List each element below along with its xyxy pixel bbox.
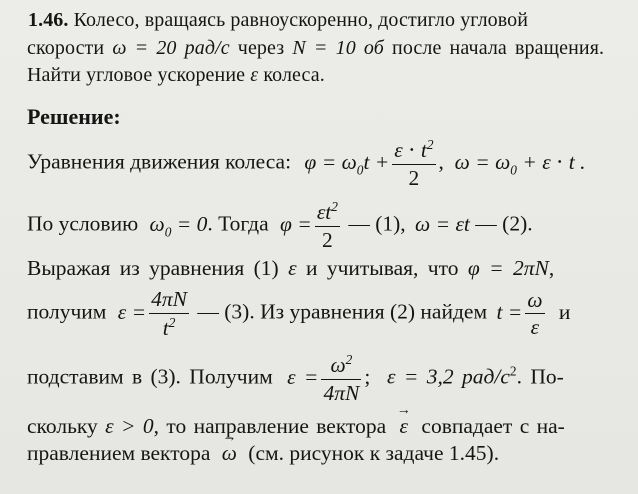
solution-line-expressing: Выражая из уравнения (1) ε и учитывая, что φ = 2πN, [27, 256, 555, 280]
omega-given: ω = 20 рад/с [112, 37, 230, 59]
problem-line-3: Найти угловое ускорение ε колеса. [27, 64, 325, 86]
fraction-omega-over-eps: $\frac{\omega}{\varepsilon}$ [527, 287, 543, 340]
solution-line-equations: Уравнения движения колеса: $\varphi = \omega_0t$ + $\frac{\varepsilon \cdot t^2}{2}$ , $\omega = \omega_0 + \varepsilon \cdot t$ . [27, 137, 586, 190]
fraction-omega2-over-4piN: $\frac{\omega^2}{4\pi N}$ [323, 352, 360, 405]
problem-text-1: Колесо, вращаясь равноускоренно, достигло угловой [73, 9, 529, 31]
problem-number: 1.46. [28, 9, 69, 31]
solution-line-since: скольку ε > 0, то направление вектора → ε совпадает с на- [27, 414, 565, 439]
fraction-4piN-over-t2: $\frac{4\pi N}{t^2}$ [151, 287, 187, 340]
problem-line-2: скорости ω = 20 рад/с через N = 10 об после начала вращения. [27, 37, 605, 59]
fraction-eps-t2-over-2: $\frac{\varepsilon \cdot t^2}{2}$ [394, 137, 434, 190]
problem-line-1 [28, 9, 528, 32]
vector-eps: → ε [400, 414, 408, 439]
solution-line-direction: правлением вектора → ω (см. рисунок к задаче 1.45). [27, 441, 499, 466]
solution-line-condition: По условию $\omega_0 = 0$. Тогда φ = $\frac{\varepsilon t^2}{2}$ — (1), ω = εt — (2). [27, 199, 533, 252]
n-given: N = 10 об [292, 37, 384, 59]
solution-line-obtain: получим ε = $\frac{4\pi N}{t^2}$ — (3). Из уравнения (2) найдем t = $\frac{\omega}{\varepsilon}$ и [27, 287, 571, 340]
solution-heading: Решение: [27, 104, 121, 129]
vector-omega: → ω [222, 441, 237, 466]
solution-line-substitute: подставим в (3). Получим ε = $\frac{\omega^2}{4\pi N}$ ; ε = 3,2 рад/$с^2$. По- [27, 352, 564, 405]
eps-result: ε = 3,2 рад/с [387, 364, 510, 389]
fraction-et2-over-2: $\frac{\varepsilon t^2}{2}$ [316, 199, 338, 252]
